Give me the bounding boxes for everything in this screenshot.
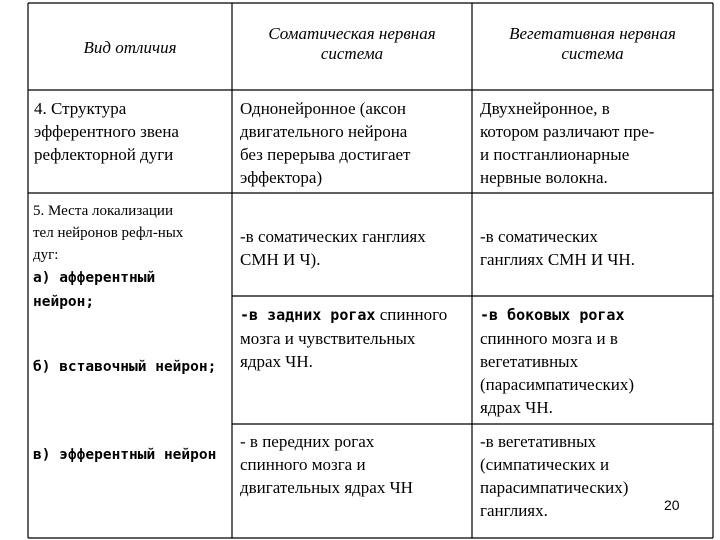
row5-vegetative-intercalary: [480, 303, 712, 419]
row5-vegetative-intercalary-bold: -в боковых рогах: [480, 306, 625, 324]
row5-label-intro: 5. Места локализации тел нейронов рефл-ных дуг:: [33, 203, 184, 263]
row5-somatic-afferent: -в соматических ганглиях СМН И Ч).: [240, 227, 426, 269]
row4-label: 4. Структура эфферентного звена рефлекторной дуги: [34, 99, 179, 164]
row4-vegetative: Двухнейронное, в котором различают пре- и постганлионарные нервные волокна.: [480, 99, 655, 187]
row5-label-efferent: в) эфферентный нейрон: [33, 447, 217, 463]
header-difference-type: Вид отличия: [83, 38, 177, 57]
row4-somatic: Однонейронное (аксон двигательного нейрона без перерыва достигает эффектора): [240, 99, 411, 187]
row5-vegetative-efferent: -в вегетативных (симпатических и парасимпатических) ганглиях.: [480, 432, 629, 520]
row5-vegetative-afferent: -в соматических ганглиях СМН И ЧН.: [480, 227, 635, 269]
row5-vegetative-intercalary-rest: спинного мозга и в вегетативных (парасимпатических) ядрах ЧН.: [480, 329, 635, 417]
row5-somatic-intercalary-bold: -в задних рогах: [240, 306, 376, 324]
row5-somatic-efferent: - в передних рогах спинного мозга и двигательных ядрах ЧН: [240, 432, 413, 497]
row5-label-afferent: а) афферентный нейрон;: [33, 270, 156, 310]
row5-somatic-intercalary-rest: спинного мозга и чувствительных ядрах ЧН.: [240, 305, 448, 371]
header-vegetative-system: Вегетативная нервная система: [509, 24, 676, 63]
row5-label-intercalary: б) вставочный нейрон;: [33, 359, 217, 375]
row5-somatic-intercalary: [240, 303, 472, 373]
header-somatic-system: Соматическая нервная система: [268, 24, 436, 63]
page-number: 20: [664, 497, 680, 513]
